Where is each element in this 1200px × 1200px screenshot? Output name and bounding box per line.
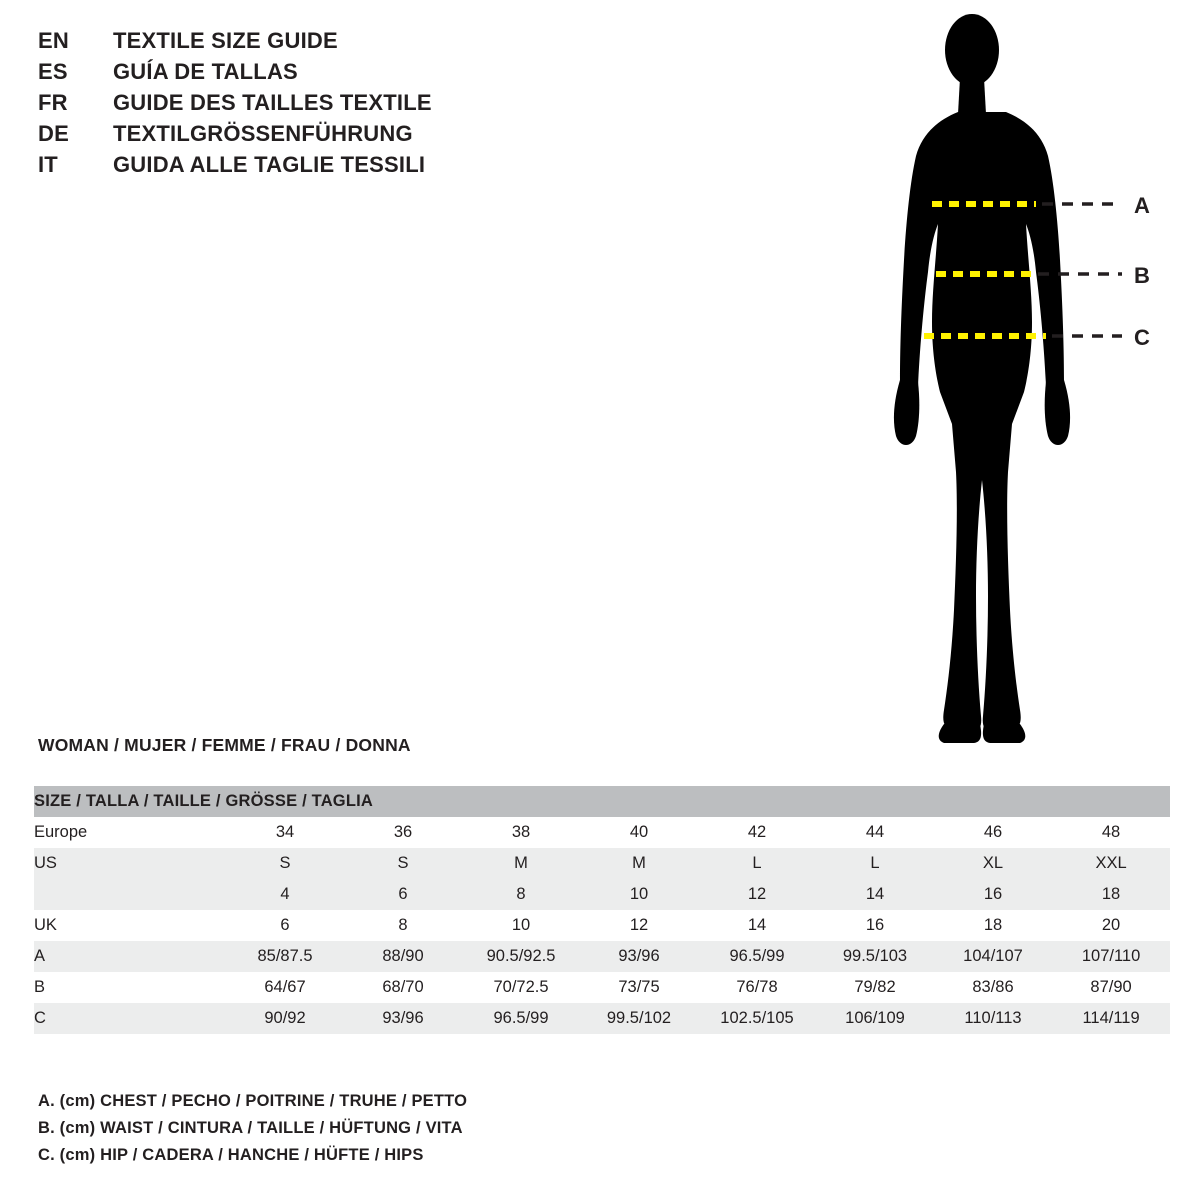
cell-b-4: 73/75 xyxy=(580,972,698,1003)
cell-uk-3: 10 xyxy=(462,910,580,941)
table-row xyxy=(34,972,1170,1003)
cell-c-5: 102.5/105 xyxy=(698,1003,816,1034)
cell-c-4: 99.5/102 xyxy=(580,1003,698,1034)
cell-europe-1: 34 xyxy=(226,817,344,848)
cell-a-3: 90.5/92.5 xyxy=(462,941,580,972)
cell-uk-6: 16 xyxy=(816,910,934,941)
cell-usnum-8: 18 xyxy=(1052,879,1170,910)
table-row xyxy=(34,817,1170,848)
cell-usnum-6: 14 xyxy=(816,879,934,910)
row-label-c: C xyxy=(34,1003,226,1034)
cell-usnum-4: 10 xyxy=(580,879,698,910)
table-row xyxy=(34,879,1170,910)
cell-us-4: M xyxy=(580,848,698,879)
marker-label-b: B xyxy=(1134,263,1150,288)
title-lang-it: IT xyxy=(38,152,58,177)
cell-a-7: 104/107 xyxy=(934,941,1052,972)
cell-usnum-3: 8 xyxy=(462,879,580,910)
cell-a-1: 85/87.5 xyxy=(226,941,344,972)
row-label-b: B xyxy=(34,972,226,1003)
row-label-us: US xyxy=(34,848,226,879)
table-row xyxy=(34,910,1170,941)
cell-a-6: 99.5/103 xyxy=(816,941,934,972)
cell-europe-8: 48 xyxy=(1052,817,1170,848)
marker-label-c: C xyxy=(1134,325,1150,350)
cell-us-1: S xyxy=(226,848,344,879)
row-label-europe: Europe xyxy=(34,817,226,848)
cell-uk-4: 12 xyxy=(580,910,698,941)
row-label-us-numeric xyxy=(34,879,226,910)
title-row-it xyxy=(38,152,558,183)
title-row-fr xyxy=(38,90,558,121)
cell-uk-1: 6 xyxy=(226,910,344,941)
cell-b-1: 64/67 xyxy=(226,972,344,1003)
cell-c-7: 110/113 xyxy=(934,1003,1052,1034)
cell-usnum-5: 12 xyxy=(698,879,816,910)
cell-europe-7: 46 xyxy=(934,817,1052,848)
female-silhouette-figure xyxy=(860,10,1190,750)
title-text-en: TEXTILE SIZE GUIDE xyxy=(113,28,338,53)
cell-c-3: 96.5/99 xyxy=(462,1003,580,1034)
section-heading-woman: WOMAN / MUJER / FEMME / FRAU / DONNA xyxy=(38,735,411,755)
cell-b-2: 68/70 xyxy=(344,972,462,1003)
footnote-c: C. (cm) HIP / CADERA / HANCHE / HÜFTE / HIPS xyxy=(38,1146,424,1164)
title-row-de xyxy=(38,121,558,152)
cell-a-2: 88/90 xyxy=(344,941,462,972)
footnotes-block xyxy=(38,1088,738,1169)
cell-a-5: 96.5/99 xyxy=(698,941,816,972)
footnote-a: A. (cm) CHEST / PECHO / POITRINE / TRUHE / PETTO xyxy=(38,1092,468,1110)
table-header-cell: SIZE / TALLA / TAILLE / GRÖSSE / TAGLIA xyxy=(34,786,1170,817)
title-row-en xyxy=(38,28,558,59)
cell-europe-2: 36 xyxy=(344,817,462,848)
title-text-de: TEXTILGRÖSSENFÜHRUNG xyxy=(113,121,413,146)
cell-us-5: L xyxy=(698,848,816,879)
cell-usnum-1: 4 xyxy=(226,879,344,910)
cell-europe-6: 44 xyxy=(816,817,934,848)
title-lang-es: ES xyxy=(38,59,68,84)
title-text-fr: GUIDE DES TAILLES TEXTILE xyxy=(113,90,432,115)
table-row xyxy=(34,941,1170,972)
title-row-es xyxy=(38,59,558,90)
size-table xyxy=(34,786,1170,1034)
row-label-a: A xyxy=(34,941,226,972)
cell-c-8: 114/119 xyxy=(1052,1003,1170,1034)
cell-a-8: 107/110 xyxy=(1052,941,1170,972)
cell-usnum-2: 6 xyxy=(344,879,462,910)
title-lang-fr: FR xyxy=(38,90,68,115)
cell-b-7: 83/86 xyxy=(934,972,1052,1003)
cell-b-6: 79/82 xyxy=(816,972,934,1003)
cell-europe-3: 38 xyxy=(462,817,580,848)
cell-a-4: 93/96 xyxy=(580,941,698,972)
cell-b-8: 87/90 xyxy=(1052,972,1170,1003)
cell-b-5: 76/78 xyxy=(698,972,816,1003)
title-block xyxy=(38,28,558,183)
marker-label-a: A xyxy=(1134,193,1150,218)
title-lang-en: EN xyxy=(38,28,69,53)
cell-uk-8: 20 xyxy=(1052,910,1170,941)
cell-uk-7: 18 xyxy=(934,910,1052,941)
footnote-b: B. (cm) WAIST / CINTURA / TAILLE / HÜFTUNG / VITA xyxy=(38,1119,463,1137)
cell-us-8: XXL xyxy=(1052,848,1170,879)
table-row xyxy=(34,1003,1170,1034)
cell-europe-4: 40 xyxy=(580,817,698,848)
cell-us-3: M xyxy=(462,848,580,879)
cell-uk-2: 8 xyxy=(344,910,462,941)
title-lang-de: DE xyxy=(38,121,69,146)
title-text-it: GUIDA ALLE TAGLIE TESSILI xyxy=(113,152,426,177)
cell-us-6: L xyxy=(816,848,934,879)
cell-c-6: 106/109 xyxy=(816,1003,934,1034)
cell-europe-5: 42 xyxy=(698,817,816,848)
silhouette-body-icon xyxy=(894,14,1070,743)
cell-us-2: S xyxy=(344,848,462,879)
size-table-wrapper xyxy=(34,786,1170,1034)
table-row xyxy=(34,848,1170,879)
cell-c-1: 90/92 xyxy=(226,1003,344,1034)
cell-uk-5: 14 xyxy=(698,910,816,941)
cell-b-3: 70/72.5 xyxy=(462,972,580,1003)
title-text-es: GUÍA DE TALLAS xyxy=(113,59,298,84)
cell-us-7: XL xyxy=(934,848,1052,879)
table-header-row xyxy=(34,786,1170,817)
cell-usnum-7: 16 xyxy=(934,879,1052,910)
cell-c-2: 93/96 xyxy=(344,1003,462,1034)
row-label-uk: UK xyxy=(34,910,226,941)
